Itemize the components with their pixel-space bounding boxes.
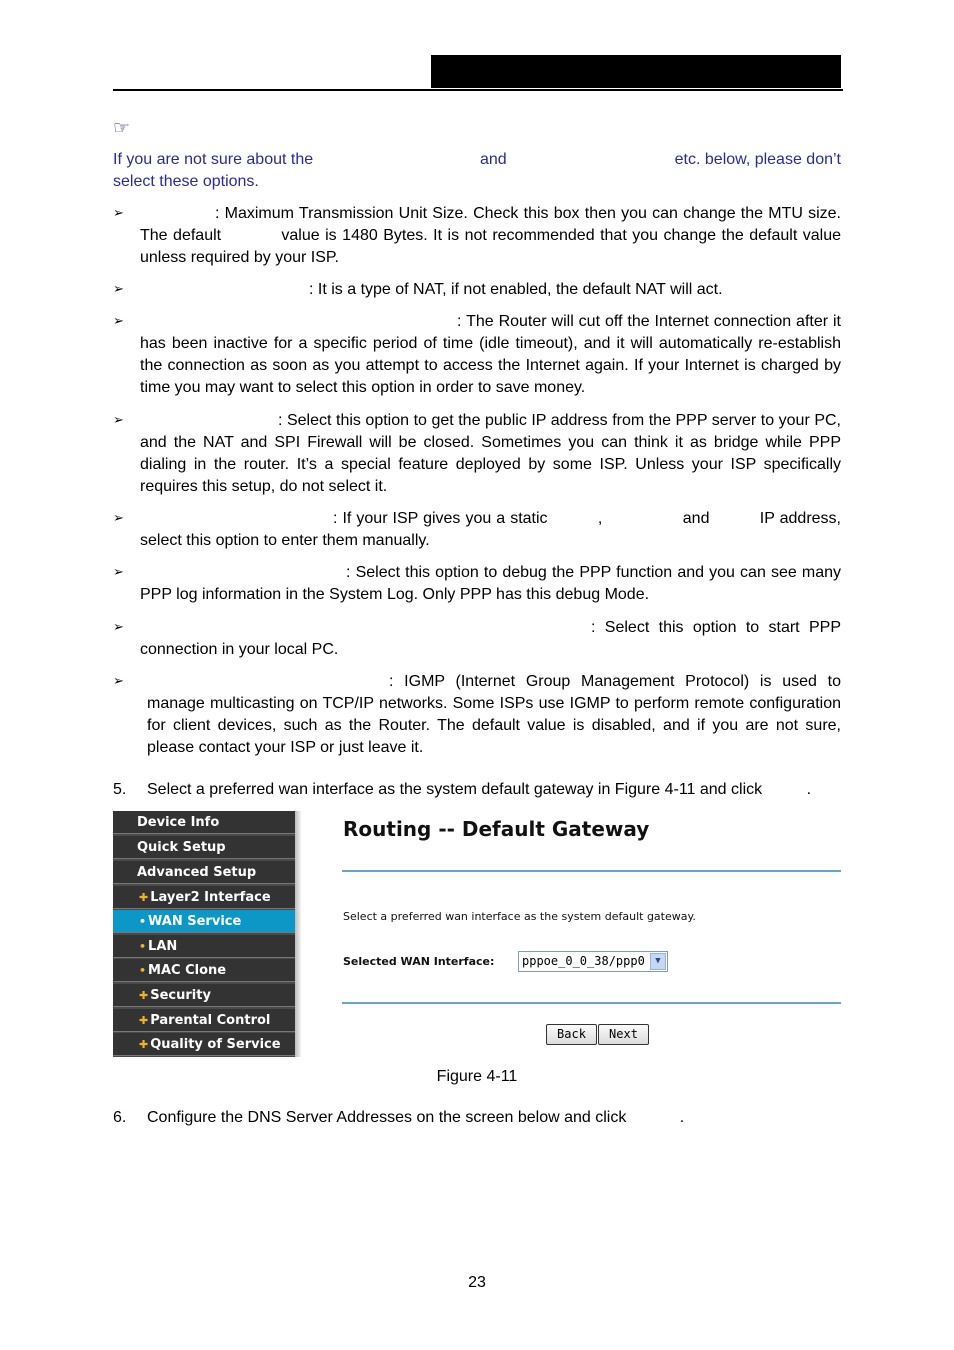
- arrow-bullet-icon: ➢: [113, 282, 124, 297]
- note-text: [113, 149, 841, 193]
- step-number: 5.: [113, 781, 127, 798]
- figure-caption: Figure 4-11: [436, 1068, 518, 1085]
- header-bar: [431, 55, 841, 88]
- router-screenshot: [113, 811, 841, 1057]
- wan-interface-label: Selected WAN Interface:: [343, 955, 495, 968]
- nav-mac-clone[interactable]: • MAC Clone: [113, 959, 295, 982]
- wan-interface-value: pppoe_0_0_38/ppp0: [522, 954, 645, 968]
- nav-lan[interactable]: • LAN: [113, 935, 295, 958]
- page-title: Routing -- Default Gateway: [343, 817, 650, 841]
- header-rule: [113, 89, 843, 91]
- nav-security[interactable]: ✚ Security: [113, 984, 295, 1007]
- note-part-2: and: [480, 151, 507, 168]
- bullet-text: : Maximum Transmission Unit Size. Check this box then you can change the MTU size. The default value is 1480 Bytes. It is not recommended that you change the default value unless required by your ISP.: [140, 205, 841, 266]
- dot-icon: •: [139, 940, 147, 953]
- dot-icon: •: [139, 915, 147, 928]
- nav-layer2-interface[interactable]: ✚ Layer2 Interface: [113, 886, 295, 909]
- arrow-bullet-icon: ➢: [113, 511, 124, 526]
- divider: [342, 870, 841, 872]
- divider: [342, 1002, 841, 1004]
- nav-quick-setup[interactable]: Quick Setup: [113, 836, 295, 859]
- nav-parental-control[interactable]: ✚ Parental Control: [113, 1009, 295, 1032]
- plus-icon: ✚: [139, 1014, 149, 1027]
- router-main-panel: [301, 811, 841, 1057]
- arrow-bullet-icon: ➢: [113, 206, 124, 221]
- nav-device-info[interactable]: Device Info: [113, 811, 295, 834]
- note-part-3: etc. below, please don’t: [674, 151, 841, 168]
- arrow-bullet-icon: ➢: [113, 314, 124, 329]
- step-number: 6.: [113, 1109, 127, 1126]
- step-text: Select a preferred wan interface as the system default gateway in Figure 4-11 and click .: [147, 781, 812, 798]
- plus-icon: ✚: [139, 989, 149, 1002]
- bullet-text: : If your ISP gives you a static , and IP address, select this option to enter them manually.: [140, 510, 841, 549]
- bullet-text: : It is a type of NAT, if not enabled, the default NAT will act.: [309, 281, 723, 298]
- arrow-bullet-icon: ➢: [113, 565, 124, 580]
- note-line-2: select these options.: [113, 173, 259, 190]
- router-nav-menu: [113, 811, 295, 1057]
- bullet-text: : Select this option to get the public IP address from the PPP server to your PC, and the NAT and SPI Firewall will be closed. Sometimes you can think it as bridge while PPP dialing in the router. It’s a special feature deployed by some ISP. Unless your ISP specifically requires this setup, do not select it.: [140, 412, 841, 495]
- pointing-hand-icon: ☞: [113, 117, 131, 139]
- page-number: 23: [468, 1274, 486, 1291]
- arrow-bullet-icon: ➢: [113, 620, 124, 635]
- chevron-down-icon[interactable]: ▼: [650, 953, 666, 970]
- bullet-text: : IGMP (Internet Group Management Protocol) is used to manage multicasting on TCP/IP networks. Some ISPs use IGMP to perform remote configuration for client devices, such as the Router. The default value is disabled, and if you are not sure, please contact your ISP or just leave it.: [147, 673, 841, 756]
- nav-advanced-setup[interactable]: Advanced Setup: [113, 861, 295, 884]
- page-description: Select a preferred wan interface as the system default gateway.: [343, 910, 696, 923]
- note-part-1: If you are not sure about the: [113, 151, 314, 168]
- next-button[interactable]: Next: [598, 1024, 649, 1045]
- nav-quality-of-service[interactable]: ✚ Quality of Service: [113, 1033, 295, 1056]
- arrow-bullet-icon: ➢: [113, 674, 124, 689]
- nav-wan-service[interactable]: • WAN Service: [113, 910, 295, 933]
- bullet-text: : The Router will cut off the Internet connection after it has been inactive for a specific period of time (idle timeout), and it will automatically re-establish the connection as soon as you attempt to access the Internet again. If your Internet is charged by time you may want to select this option in order to save money.: [140, 313, 841, 396]
- wan-interface-select[interactable]: [518, 951, 668, 972]
- plus-icon: ✚: [139, 1038, 149, 1051]
- bullet-text: : Select this option to debug the PPP function and you can see many PPP log information in the System Log. Only PPP has this debug Mode.: [140, 564, 841, 603]
- step-text: Configure the DNS Server Addresses on the screen below and click .: [147, 1109, 685, 1126]
- arrow-bullet-icon: ➢: [113, 413, 124, 428]
- back-button[interactable]: Back: [546, 1024, 597, 1045]
- plus-icon: ✚: [139, 891, 149, 904]
- bullet-text: : Select this option to start PPP connection in your local PC.: [140, 619, 841, 658]
- dot-icon: •: [139, 964, 147, 977]
